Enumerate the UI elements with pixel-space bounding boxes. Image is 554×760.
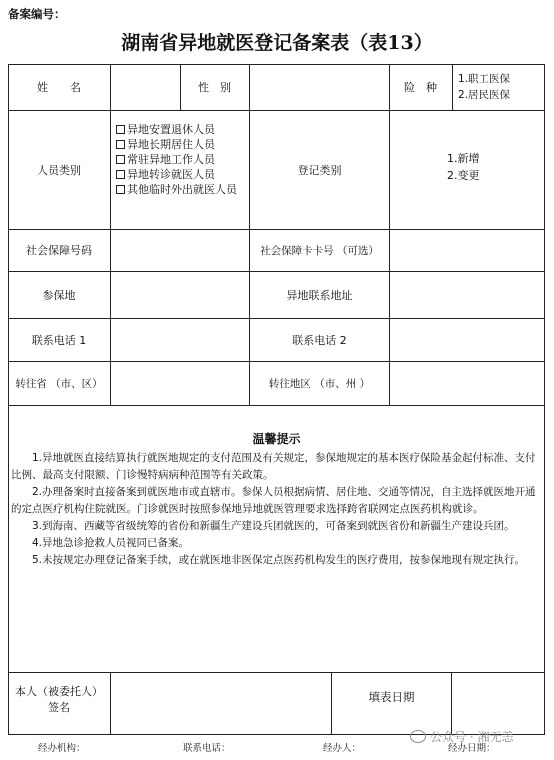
name-label: 姓 名: [37, 81, 81, 94]
insurance-options: [458, 71, 510, 103]
watermark: 公众号 · 湘无恙: [410, 728, 513, 745]
checkbox-temporary-travel[interactable]: 其他临时外出就医人员: [116, 182, 237, 196]
insured-place-label: 参保地: [42, 288, 76, 302]
social-security-card-label: 社会保障卡卡号 （可选）: [260, 244, 379, 257]
insurance-option-resident[interactable]: 2.居民医保: [458, 89, 511, 101]
registration-type-options: [447, 150, 480, 184]
signature-field[interactable]: [111, 672, 331, 734]
checkbox-referral[interactable]: 异地转诊就医人员: [116, 167, 237, 181]
gender-field[interactable]: [250, 64, 389, 110]
notice-item: 3.到海南、西藏等省级统筹的省份和新疆生产建设兵团就医的，可备案到就医省份和新疆生产建设兵团。: [32, 520, 515, 532]
remote-address-field[interactable]: [390, 271, 544, 318]
target-region-label: 转往地区 （市、州 ）: [268, 377, 371, 390]
wechat-icon: [410, 730, 426, 743]
reg-option-change[interactable]: 2.变更: [447, 169, 480, 182]
reg-option-new[interactable]: 1.新增: [447, 152, 480, 165]
footer-agency-label: 经办机构：: [38, 743, 86, 754]
phone-1-field[interactable]: [111, 318, 249, 361]
phone-2-label: 联系电话 2: [292, 333, 347, 347]
notice-item: 2.办理备案时直接备案到就医地市或直辖市。参保人员根据病情、居住地、交通等情况，自主选择就医地开通的定点医疗机构住院就医。门诊就医时按照参保地异地就医管理要求选择跨省联网定点医药机构就诊。: [11, 486, 536, 515]
person-type-checkboxes: [116, 122, 237, 197]
form-title: 湖南省异地就医登记备案表（表13）: [121, 32, 433, 54]
footer-phone-label: 联系电话：: [183, 743, 231, 754]
phone-1-label: 联系电话 1: [31, 333, 87, 347]
fill-date-label: 填表日期: [368, 690, 415, 704]
checkbox-retired-relocated[interactable]: 异地安置退休人员: [116, 122, 237, 136]
target-province-field[interactable]: [111, 361, 249, 405]
phone-2-field[interactable]: [390, 318, 544, 361]
insurance-option-employee[interactable]: 1.职工医保: [458, 73, 511, 85]
fill-date-field[interactable]: [452, 672, 544, 734]
notice-item: 4.异地急诊抢救人员视同已备案。: [32, 537, 190, 549]
insurance-type-label: 险 种: [404, 81, 437, 94]
checkbox-icon: [116, 170, 125, 179]
checkbox-icon: [116, 140, 125, 149]
target-province-label: 转往省 （市、区）: [15, 377, 103, 390]
notice-title: 温馨提示: [252, 432, 301, 446]
social-security-card-field[interactable]: [390, 229, 544, 271]
checkbox-icon: [116, 155, 125, 164]
remote-address-label: 异地联系地址: [286, 288, 353, 302]
footer-handler-label: 经办人：: [323, 743, 362, 754]
target-region-field[interactable]: [390, 361, 544, 405]
checkbox-icon: [116, 125, 125, 134]
checkbox-long-term-resident[interactable]: 异地长期居住人员: [116, 137, 237, 151]
notice-item: 1.异地就医直接结算执行就医地规定的支付范围及有关规定，参保地规定的基本医疗保险基金起付标准、支付比例、最高支付限额、门诊慢特病病种范围等有关政策。: [11, 452, 536, 481]
checkbox-icon: [116, 185, 125, 194]
insured-place-field[interactable]: [111, 271, 249, 318]
person-type-label: 人员类别: [37, 163, 81, 177]
social-security-number-field[interactable]: [111, 229, 249, 271]
signer-label: 本人（被委托人） 签名: [15, 685, 103, 714]
name-field[interactable]: [111, 64, 180, 110]
footer-date-label: 经办日期：: [448, 743, 496, 754]
checkbox-resident-worker[interactable]: 常驻异地工作人员: [116, 152, 237, 166]
registration-type-label: 登记类别: [297, 163, 342, 177]
notice-body: [11, 450, 542, 569]
social-security-number-label: 社会保障号码: [26, 244, 92, 257]
gender-label: 性 别: [198, 81, 231, 94]
notice-item: 5.未按规定办理登记备案手续，或在就医地非医保定点医药机构发生的医疗费用，按参保地现有规定执行。: [32, 554, 526, 566]
record-number-label: 备案编号：: [8, 7, 66, 21]
